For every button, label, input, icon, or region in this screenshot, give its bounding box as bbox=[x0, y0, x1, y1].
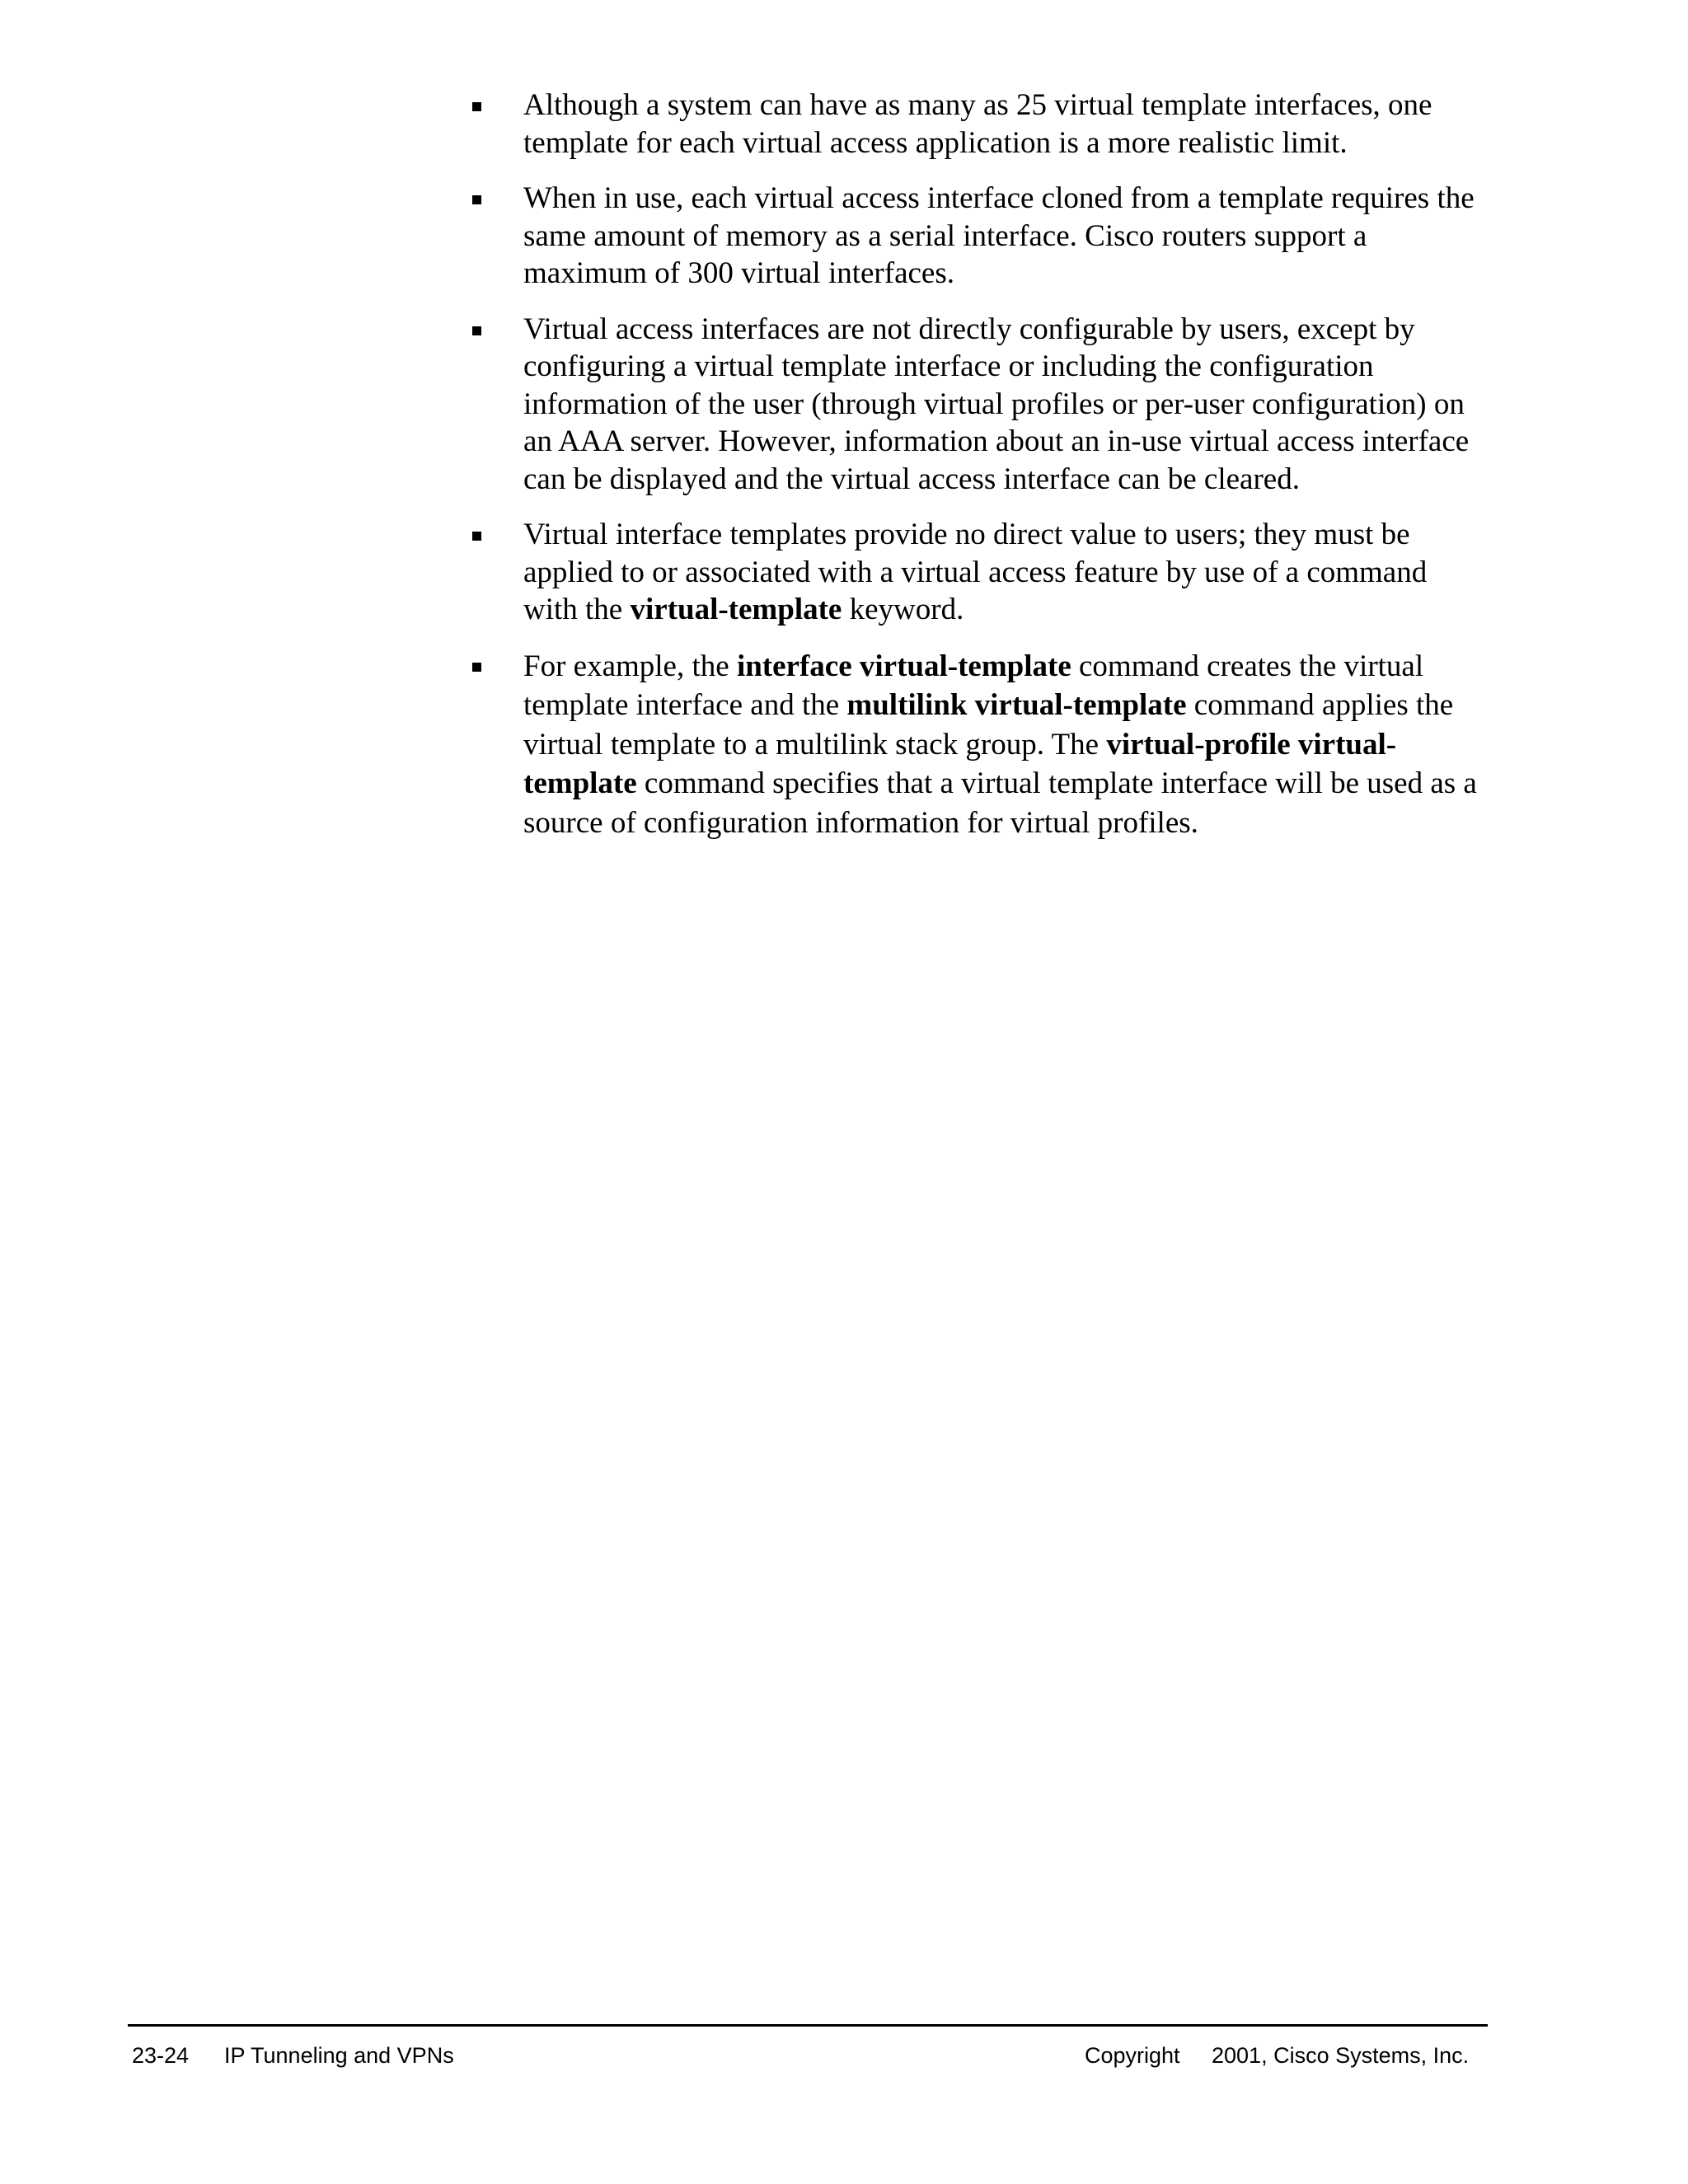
bullet-item bbox=[472, 87, 1486, 162]
footer-book-title: IP Tunneling and VPNs bbox=[224, 2043, 454, 2068]
bullet-text: command applies the virtual template to a multilink stack group. The bbox=[523, 688, 1454, 762]
bullet-text: command creates the virtual template interface and the bbox=[523, 649, 1424, 722]
footer-page-number: 23-24 bbox=[132, 2043, 190, 2068]
square-bullet-icon bbox=[472, 532, 481, 541]
command-name: multilink virtual-template bbox=[846, 688, 1187, 722]
square-bullet-icon bbox=[472, 326, 481, 335]
bullet-text: For example, the bbox=[523, 649, 737, 683]
bullet-item bbox=[472, 180, 1486, 293]
bullet-text: keyword. bbox=[842, 593, 964, 626]
bullet-text: Virtual interface templates provide no direct value to users; they must be applied to or associated with a virtual access feature by use of a command with the bbox=[523, 518, 1428, 626]
footer-copyright-text: 2001, Cisco Systems, Inc. bbox=[1212, 2043, 1470, 2068]
square-bullet-icon bbox=[472, 195, 481, 204]
footer-copyright-label: Copyright bbox=[1085, 2043, 1180, 2068]
square-bullet-icon bbox=[472, 663, 481, 672]
bullet-list bbox=[472, 87, 1486, 842]
bullet-item bbox=[472, 516, 1486, 629]
bullet-item bbox=[472, 647, 1486, 843]
bullet-item bbox=[472, 311, 1486, 499]
bullet-text: Although a system can have as many as 25 virtual template interfaces, one template for each virtual access application is a more realistic limit. bbox=[523, 88, 1432, 160]
square-bullet-icon bbox=[472, 102, 481, 111]
command-name: virtual-profile virtual-template bbox=[523, 727, 1397, 800]
bullet-text: When in use, each virtual access interface cloned from a template requires the same amount of memory as a serial interface. Cisco routers support a maximum of 300 virtual interfaces. bbox=[523, 181, 1475, 290]
command-keyword: virtual-template bbox=[630, 593, 842, 626]
footer-divider bbox=[128, 2024, 1488, 2027]
command-name: interface virtual-template bbox=[736, 649, 1071, 683]
bullet-text: Virtual access interfaces are not directly configurable by users, except by configuring a virtual template interface or including the configuration information of the user (through virtual profiles or per-user configuration) on an AAA server. However, information about an in-use virtual access interface can be displayed and the virtual access interface can be cleared. bbox=[523, 312, 1470, 496]
bullet-text: command specifies that a virtual template interface will be used as a source of configuration information for virtual profiles. bbox=[523, 766, 1477, 840]
